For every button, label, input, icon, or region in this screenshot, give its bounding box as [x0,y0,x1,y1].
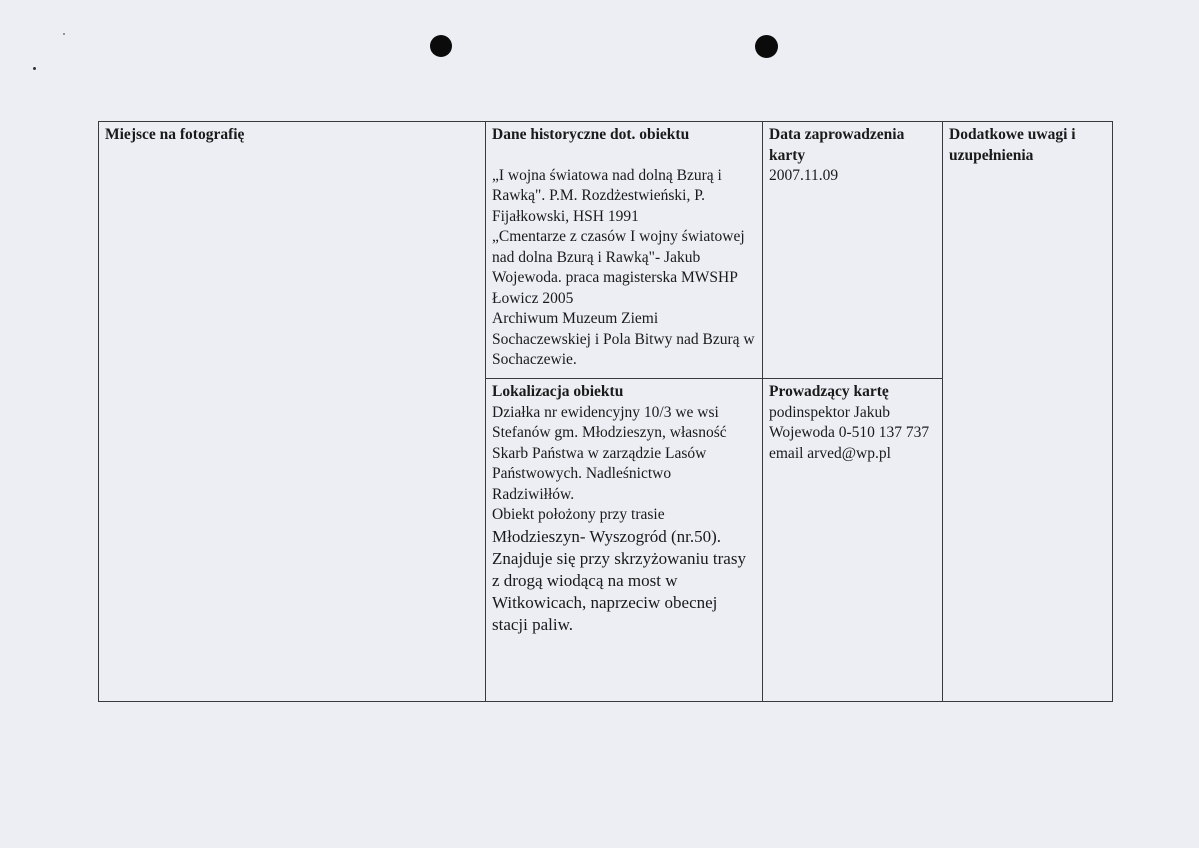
additional-notes-cell [943,122,1112,701]
scan-speck [33,67,36,70]
card-keeper-cell [763,379,942,701]
photo-placeholder-cell [99,122,485,701]
location-label: Lokalizacja obiektu [492,383,624,400]
scan-speck [63,33,65,35]
location-text: Działka nr ewidencyjny 10/3 we wsi Stefanów gm. Młodzieszyn, własność Skarb Państwa w zarządzie Lasów Państwowych. Nadleśnictwo Radziwiłłów. Obiekt położony przy trasie [492,403,727,523]
historical-data-text: „I wojna światowa nad dolną Bzurą i Rawką". P.M. Rozdżestwieński, P. Fijałkowski, HSH 1991 „Cmentarze z czasów I wojny światowej nad dolna Bzurą i Rawką"- Jakub Wojewoda. praca magisterska MWSHP Łowicz 2005 Archiwum Muzeum Ziemi Sochaczewskiej i Pola Bitwy nad Bzurą w Sochaczewie. [492,166,755,368]
card-date-cell [763,122,942,378]
additional-notes-label: Dodatkowe uwagi i uzupełnienia [949,126,1076,164]
punch-hole-left [430,35,452,57]
historical-data-cell [486,122,762,378]
record-card-table [98,121,1113,702]
card-keeper-label: Prowadzący kartę [769,383,889,400]
photo-placeholder-label: Miejsce na fotografię [105,126,245,143]
location-text-continued: Młodzieszyn- Wyszogród (nr.50). Znajduje się przy skrzyżowaniu trasy z drogą wiodącą na most w Witkowicach, naprzeciw obecnej stacji paliw. [492,526,746,634]
historical-data-label: Dane historyczne dot. obiektu [492,126,690,143]
punch-hole-right [755,35,778,58]
card-date-value: 2007.11.09 [769,167,839,184]
card-keeper-text: podinspektor Jakub Wojewoda 0-510 137 737 email arved@wp.pl [769,403,930,462]
location-cell [486,379,762,701]
card-date-label: Data zaprowadzenia karty [769,126,905,164]
